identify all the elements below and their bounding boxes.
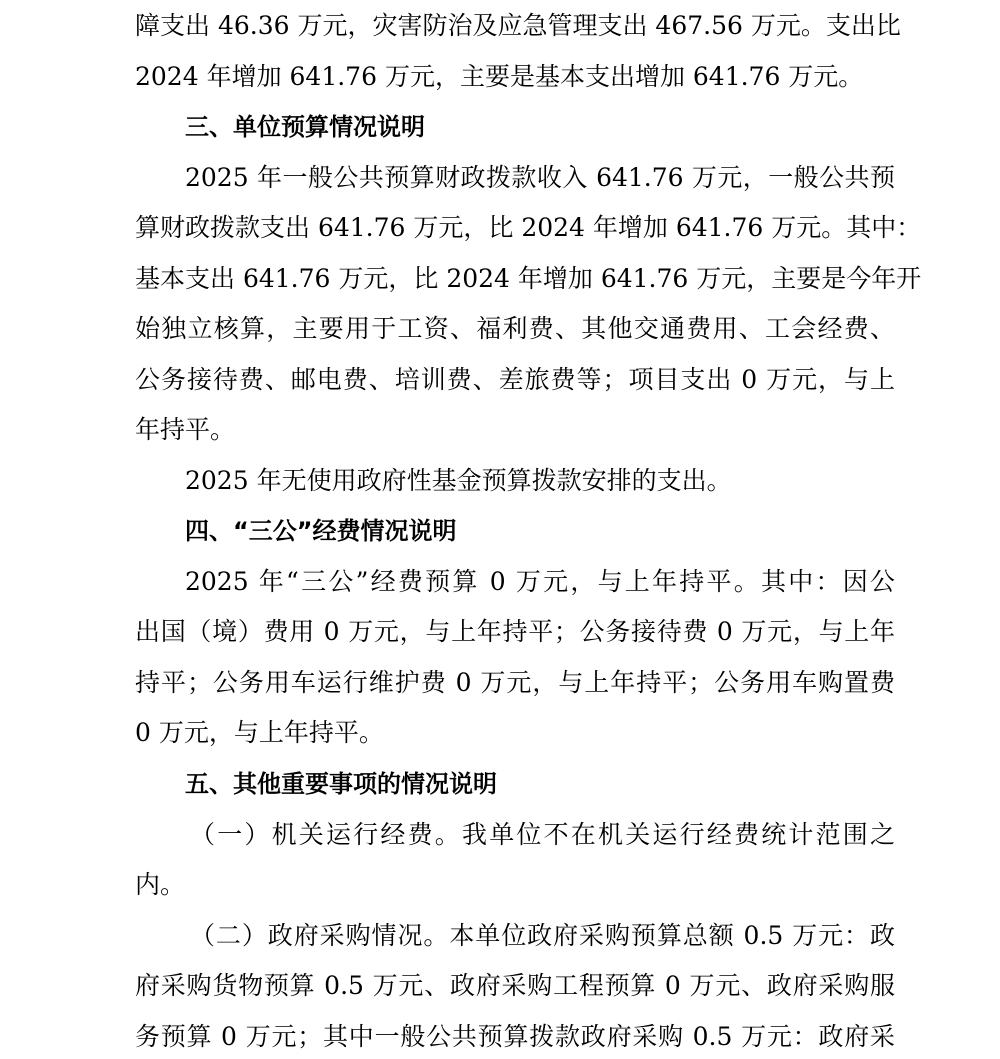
paragraph-line: 年持平。 bbox=[135, 415, 236, 444]
section-heading-3: 三、单位预算情况说明 bbox=[185, 113, 425, 141]
paragraph-line: 出国（境）费用 0 万元，与上年持平；公务接待费 0 万元，与上年 bbox=[135, 617, 895, 646]
paragraph-line: 府采购货物预算 0.5 万元、政府采购工程预算 0 万元、政府采购服 bbox=[135, 971, 895, 1000]
paragraph-line: （二）政府采购情况。本单位政府采购预算总额 0.5 万元：政 bbox=[190, 921, 895, 950]
paragraph-line: 务预算 0 万元；其中一般公共预算拨款政府采购 0.5 万元：政府采 bbox=[135, 1022, 895, 1051]
section-heading-5: 五、其他重要事项的情况说明 bbox=[185, 770, 497, 798]
section-heading-4: 四、“三公”经费情况说明 bbox=[185, 517, 457, 545]
paragraph-line: 0 万元，与上年持平。 bbox=[135, 718, 384, 747]
paragraph-line: 障支出 46.36 万元，灾害防治及应急管理支出 467.56 万元。支出比 bbox=[135, 11, 901, 40]
paragraph-line: 公务接待费、邮电费、培训费、差旅费等；项目支出 0 万元，与上 bbox=[135, 365, 895, 394]
paragraph-line: 2025 年一般公共预算财政拨款收入 641.76 万元，一般公共预 bbox=[185, 163, 895, 192]
paragraph-line: 2025 年无使用政府性基金预算拨款安排的支出。 bbox=[185, 466, 732, 495]
paragraph-line: 基本支出 641.76 万元，比 2024 年增加 641.76 万元，主要是今年开 bbox=[135, 264, 922, 293]
paragraph-line: （一）机关运行经费。我单位不在机关运行经费统计范围之 bbox=[190, 820, 895, 849]
paragraph-line: 持平；公务用车运行维护费 0 万元，与上年持平；公务用车购置费 bbox=[135, 668, 895, 697]
paragraph-line: 2025 年“三公”经费预算 0 万元，与上年持平。其中：因公 bbox=[185, 567, 895, 596]
paragraph-line: 算财政拨款支出 641.76 万元，比 2024 年增加 641.76 万元。其中： bbox=[135, 213, 922, 242]
paragraph-line: 始独立核算，主要用于工资、福利费、其他交通费用、工会经费、 bbox=[135, 314, 895, 343]
paragraph-line: 内。 bbox=[135, 870, 186, 899]
paragraph-line: 2024 年增加 641.76 万元，主要是基本支出增加 641.76 万元。 bbox=[135, 62, 864, 91]
